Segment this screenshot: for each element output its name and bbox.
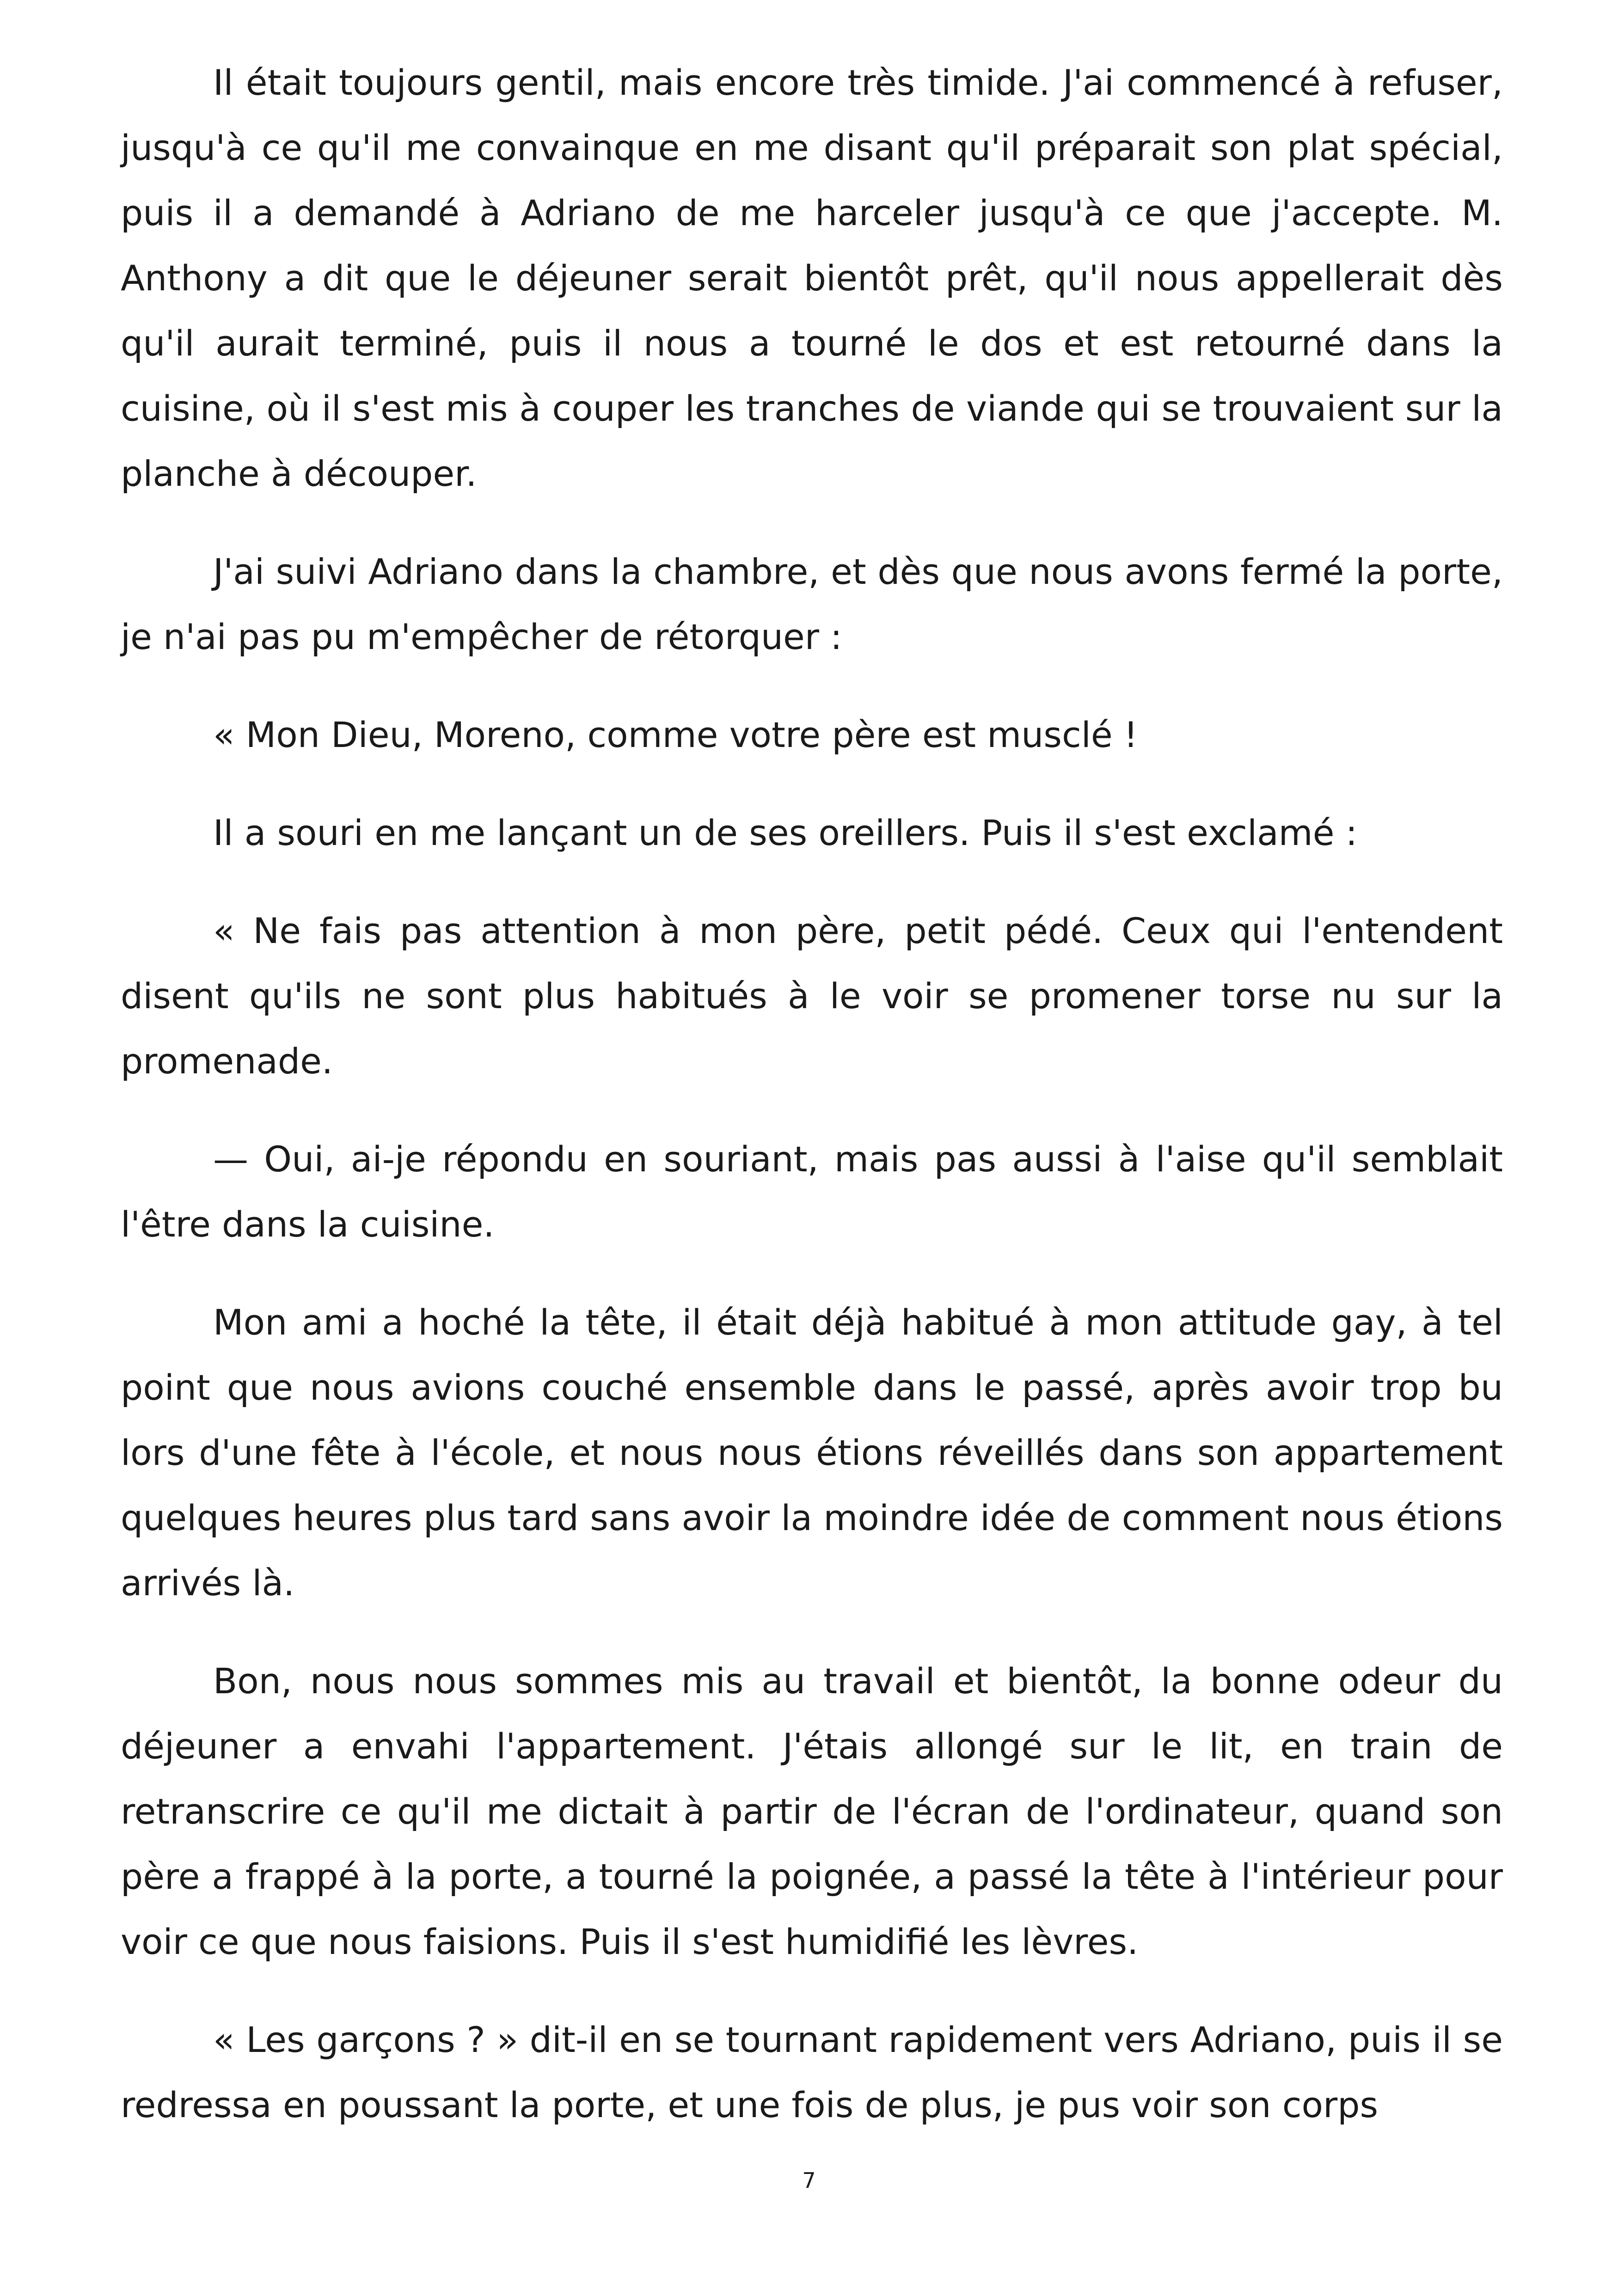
paragraph: Il était toujours gentil, mais encore très timide. J'ai commencé à refuser, jusqu'à ce qu'il me convainque en me disant qu'il préparait son plat spécial, puis il a demandé à Adriano de me harceler jusqu'à ce que j'accepte. M. Anthony a dit que le déjeuner serait bientôt prêt, qu'il nous appellerait dès qu'il aurait terminé, puis il nous a tourné le dos et est retourné dans la cuisine, où il s'est mis à couper les tranches de viande qui se trouvaient sur la planche à découper. <box>121 62 1503 494</box>
paragraph: « Mon Dieu, Moreno, comme votre père est musclé ! <box>213 714 1138 755</box>
paragraph: Mon ami a hoché la tête, il était déjà habitué à mon attitude gay, à tel point que nous avions couché ensemble dans le passé, après avoir trop bu lors d'une fête à l'école, et nous nous étions réveillés dans son appartement quelques heures plus tard sans avoir la moindre idée de comment nous étions arrivés là. <box>121 1302 1503 1604</box>
text-body <box>121 50 1503 2137</box>
paragraph: — Oui, ai-je répondu en souriant, mais pas aussi à l'aise qu'il semblait l'être dans la cuisine. <box>121 1139 1503 1245</box>
paragraph: J'ai suivi Adriano dans la chambre, et dès que nous avons fermé la porte, je n'ai pas pu m'empêcher de rétorquer : <box>121 551 1503 657</box>
page-number: 7 <box>802 2168 816 2193</box>
paragraph: Bon, nous nous sommes mis au travail et bientôt, la bonne odeur du déjeuner a envahi l'appartement. J'étais allongé sur le lit, en train de retranscrire ce qu'il me dictait à partir de l'écran de l'ordinateur, quand son père a frappé à la porte, a tourné la poignée, a passé la tête à l'intérieur pour voir ce que nous faisions. Puis il s'est humidifié les lèvres. <box>121 1660 1503 1962</box>
paragraph: « Les garçons ? » dit-il en se tournant rapidement vers Adriano, puis il se redressa en poussant la porte, et une fois de plus, je pus voir son corps <box>121 2019 1503 2125</box>
paragraph: Il a souri en me lançant un de ses oreillers. Puis il s'est exclamé : <box>213 812 1358 853</box>
paragraph: « Ne fais pas attention à mon père, petit pédé. Ceux qui l'entendent disent qu'ils ne sont plus habitués à le voir se promener torse nu sur la promenade. <box>121 910 1503 1082</box>
